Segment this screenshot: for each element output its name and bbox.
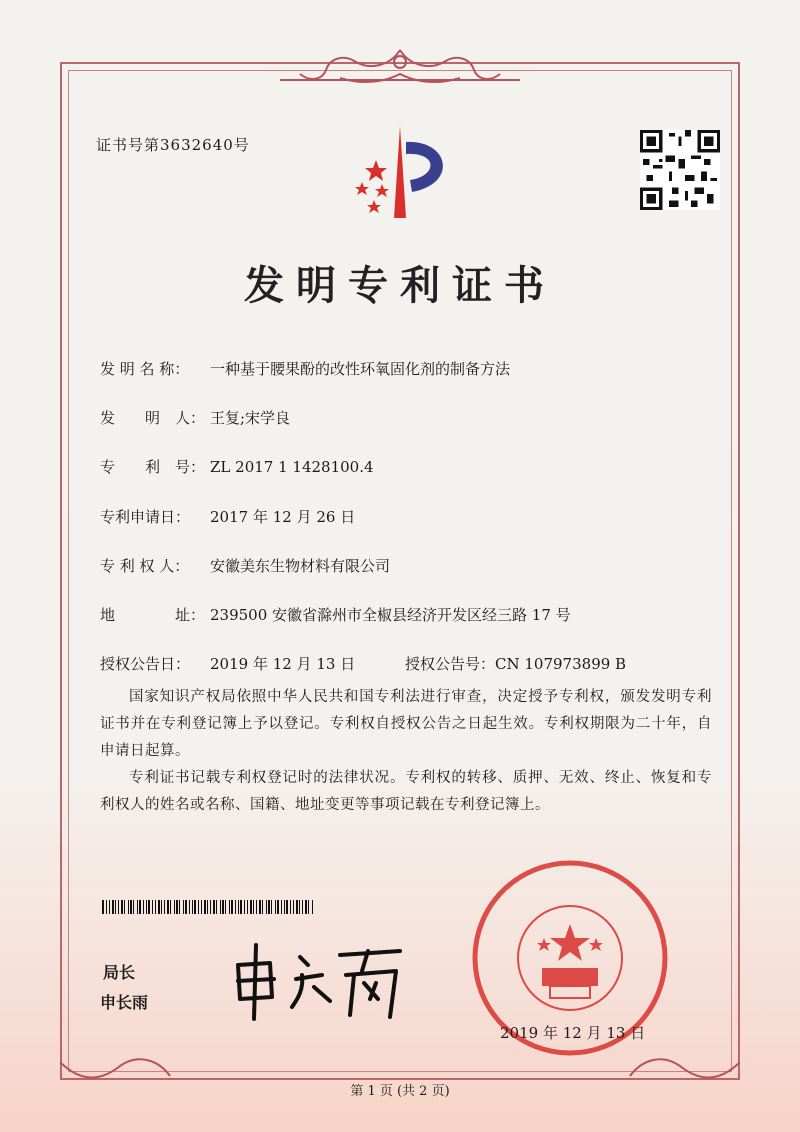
certificate-title: 发明专利证书 — [244, 262, 556, 309]
statement-paragraph-1: 国家知识产权局依照中华人民共和国专利法进行审查，决定授予专利权，颁发发明专利证书并在专利登记簿上予以登记。专利权自授权公告之日起生效。专利权期限为二十年，自申请日起算。 — [100, 689, 712, 759]
field-label: 授权公告号： — [405, 655, 496, 673]
field-label: 地 址： — [100, 606, 206, 624]
field-invention-name — [100, 358, 510, 379]
page-number: 第 1 页 (共 2 页) — [350, 1084, 450, 1099]
field-patentee — [100, 555, 390, 576]
certificate-number: 证书号第3632640号 — [96, 136, 250, 154]
field-label: 发 明 人： — [100, 409, 206, 427]
director-name: 申长雨 — [100, 993, 149, 1012]
field-value: 一种基于腰果酚的改性环氧固化剂的制备方法 — [210, 360, 511, 378]
qr-code — [640, 130, 720, 210]
field-patent-number — [100, 456, 374, 477]
field-label: 专 利 号： — [100, 458, 206, 476]
field-label: 授权公告日： — [100, 655, 191, 673]
field-value: 王复;宋学良 — [210, 409, 291, 427]
field-value: CN 107973899 B — [495, 655, 627, 673]
top-ornament — [270, 44, 530, 88]
field-grant-number — [405, 653, 626, 674]
seal-date: 2019 年 12 月 13 日 — [500, 1024, 646, 1042]
field-inventor — [100, 407, 290, 428]
field-value: 239500 安徽省滁州市全椒县经济开发区经三路 17 号 — [210, 606, 571, 624]
field-value: ZL 2017 1 1428100.4 — [210, 458, 374, 476]
field-value: 安徽美东生物材料有限公司 — [210, 557, 391, 575]
field-label: 专利申请日： — [100, 508, 191, 526]
field-filing-date — [100, 506, 355, 527]
field-value: 2019 年 12 月 13 日 — [210, 655, 356, 673]
field-value: 2017 年 12 月 26 日 — [210, 508, 356, 526]
patent-office-logo — [340, 122, 470, 222]
field-label: 专 利 权 人： — [100, 557, 190, 575]
director-title: 局长 — [103, 963, 136, 982]
field-grant-date — [100, 653, 355, 674]
director-signature — [230, 935, 410, 1025]
statement-paragraph-2: 专利证书记载专利权登记时的法律状况。专利权的转移、质押、无效、终止、恢复和专利权人的姓名或名称、国籍、地址变更等事项记载在专利登记簿上。 — [100, 770, 712, 813]
field-address — [100, 604, 571, 625]
barcode — [102, 900, 316, 914]
field-label: 发 明 名 称： — [100, 360, 190, 378]
